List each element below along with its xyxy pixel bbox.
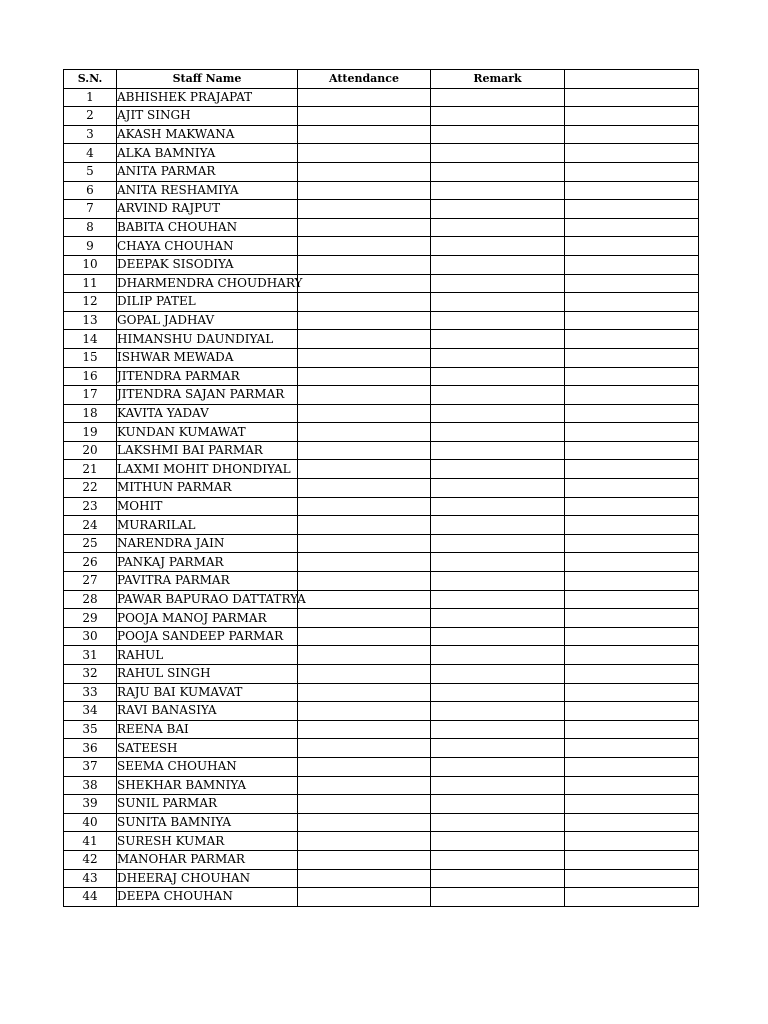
attendance-cell[interactable]: [298, 255, 431, 274]
extra-cell[interactable]: [565, 590, 699, 609]
extra-cell[interactable]: [565, 181, 699, 200]
attendance-cell[interactable]: [298, 888, 431, 907]
table-row: [64, 776, 699, 795]
serial-number-cell: 41: [64, 832, 117, 851]
serial-number-cell: 30: [64, 627, 117, 646]
extra-cell[interactable]: [565, 553, 699, 572]
table-row: [64, 404, 699, 423]
serial-number-cell: 17: [64, 386, 117, 405]
extra-cell[interactable]: [565, 627, 699, 646]
table-row: [64, 720, 699, 739]
serial-number-cell: 4: [64, 144, 117, 163]
extra-cell[interactable]: [565, 832, 699, 851]
remark-cell[interactable]: [431, 293, 565, 312]
extra-cell[interactable]: [565, 404, 699, 423]
remark-cell[interactable]: [431, 274, 565, 293]
table-row: [64, 757, 699, 776]
attendance-cell[interactable]: [298, 423, 431, 442]
attendance-cell[interactable]: [298, 386, 431, 405]
table-row: [64, 795, 699, 814]
table-row: [64, 330, 699, 349]
remark-cell[interactable]: [431, 627, 565, 646]
staff-name-cell: BABITA CHOUHAN: [117, 218, 298, 237]
attendance-cell[interactable]: [298, 534, 431, 553]
attendance-cell[interactable]: [298, 107, 431, 126]
serial-number-cell: 12: [64, 293, 117, 312]
extra-cell[interactable]: [565, 125, 699, 144]
extra-cell[interactable]: [565, 665, 699, 684]
extra-cell[interactable]: [565, 888, 699, 907]
remark-cell[interactable]: [431, 850, 565, 869]
extra-cell[interactable]: [565, 739, 699, 758]
staff-name-cell: DEEPA CHOUHAN: [117, 888, 298, 907]
attendance-cell[interactable]: [298, 683, 431, 702]
staff-name-cell: DHARMENDRA CHOUDHARY: [117, 274, 298, 293]
remark-cell[interactable]: [431, 460, 565, 479]
remark-cell[interactable]: [431, 813, 565, 832]
attendance-cell[interactable]: [298, 739, 431, 758]
attendance-cell[interactable]: [298, 330, 431, 349]
remark-cell[interactable]: [431, 888, 565, 907]
staff-name-cell: KUNDAN KUMAWAT: [117, 423, 298, 442]
extra-cell[interactable]: [565, 330, 699, 349]
staff-name-cell: REENA BAI: [117, 720, 298, 739]
extra-cell[interactable]: [565, 311, 699, 330]
staff-name-cell: NARENDRA JAIN: [117, 534, 298, 553]
extra-cell[interactable]: [565, 441, 699, 460]
attendance-cell[interactable]: [298, 832, 431, 851]
staff-name-cell: ARVIND RAJPUT: [117, 200, 298, 219]
attendance-cell[interactable]: [298, 795, 431, 814]
table-row: [64, 534, 699, 553]
remark-cell[interactable]: [431, 404, 565, 423]
remark-cell[interactable]: [431, 572, 565, 591]
remark-cell[interactable]: [431, 200, 565, 219]
attendance-cell[interactable]: [298, 162, 431, 181]
attendance-cell[interactable]: [298, 590, 431, 609]
table-row: [64, 348, 699, 367]
remark-cell[interactable]: [431, 646, 565, 665]
staff-name-cell: POOJA SANDEEP PARMAR: [117, 627, 298, 646]
extra-cell[interactable]: [565, 646, 699, 665]
staff-name-cell: MANOHAR PARMAR: [117, 850, 298, 869]
table-row: [64, 683, 699, 702]
table-body: [64, 88, 699, 906]
extra-cell[interactable]: [565, 702, 699, 721]
remark-cell[interactable]: [431, 255, 565, 274]
table-row: [64, 609, 699, 628]
attendance-cell[interactable]: [298, 850, 431, 869]
attendance-cell[interactable]: [298, 348, 431, 367]
attendance-cell[interactable]: [298, 88, 431, 107]
serial-number-cell: 9: [64, 237, 117, 256]
serial-number-cell: 42: [64, 850, 117, 869]
staff-name-cell: PAWAR BAPURAO DATTATRYA: [117, 590, 298, 609]
remark-cell[interactable]: [431, 218, 565, 237]
staff-name-cell: JITENDRA PARMAR: [117, 367, 298, 386]
table-row: [64, 274, 699, 293]
attendance-cell[interactable]: [298, 274, 431, 293]
staff-name-cell: PANKAJ PARMAR: [117, 553, 298, 572]
staff-name-cell: KAVITA YADAV: [117, 404, 298, 423]
attendance-cell[interactable]: [298, 720, 431, 739]
remark-cell[interactable]: [431, 181, 565, 200]
extra-cell[interactable]: [565, 572, 699, 591]
serial-number-cell: 22: [64, 479, 117, 498]
serial-number-cell: 2: [64, 107, 117, 126]
staff-name-cell: SEEMA CHOUHAN: [117, 757, 298, 776]
serial-number-cell: 13: [64, 311, 117, 330]
serial-number-cell: 7: [64, 200, 117, 219]
extra-cell[interactable]: [565, 237, 699, 256]
extra-cell[interactable]: [565, 720, 699, 739]
extra-cell[interactable]: [565, 869, 699, 888]
remark-cell[interactable]: [431, 162, 565, 181]
staff-name-cell: SHEKHAR BAMNIYA: [117, 776, 298, 795]
serial-number-cell: 38: [64, 776, 117, 795]
table-row: [64, 218, 699, 237]
attendance-cell[interactable]: [298, 553, 431, 572]
attendance-cell[interactable]: [298, 200, 431, 219]
attendance-cell[interactable]: [298, 609, 431, 628]
serial-number-cell: 31: [64, 646, 117, 665]
staff-name-cell: GOPAL JADHAV: [117, 311, 298, 330]
serial-number-cell: 16: [64, 367, 117, 386]
attendance-cell[interactable]: [298, 293, 431, 312]
extra-cell[interactable]: [565, 423, 699, 442]
extra-cell[interactable]: [565, 534, 699, 553]
extra-cell[interactable]: [565, 479, 699, 498]
staff-name-cell: LAXMI MOHIT DHONDIYAL: [117, 460, 298, 479]
remark-cell[interactable]: [431, 125, 565, 144]
serial-number-cell: 3: [64, 125, 117, 144]
extra-cell[interactable]: [565, 88, 699, 107]
table-row: [64, 144, 699, 163]
table-row: [64, 255, 699, 274]
serial-number-cell: 25: [64, 534, 117, 553]
serial-number-cell: 29: [64, 609, 117, 628]
table-row: [64, 516, 699, 535]
table-row: [64, 181, 699, 200]
header-staff-name: Staff Name: [117, 70, 298, 89]
extra-cell[interactable]: [565, 850, 699, 869]
serial-number-cell: 24: [64, 516, 117, 535]
serial-number-cell: 14: [64, 330, 117, 349]
table-row: [64, 386, 699, 405]
staff-name-cell: RAHUL: [117, 646, 298, 665]
remark-cell[interactable]: [431, 386, 565, 405]
table-row: [64, 665, 699, 684]
staff-name-cell: SURESH KUMAR: [117, 832, 298, 851]
serial-number-cell: 27: [64, 572, 117, 591]
remark-cell[interactable]: [431, 702, 565, 721]
attendance-cell[interactable]: [298, 757, 431, 776]
attendance-cell[interactable]: [298, 404, 431, 423]
remark-cell[interactable]: [431, 795, 565, 814]
serial-number-cell: 19: [64, 423, 117, 442]
extra-cell[interactable]: [565, 516, 699, 535]
attendance-cell[interactable]: [298, 237, 431, 256]
staff-name-cell: DILIP PATEL: [117, 293, 298, 312]
remark-cell[interactable]: [431, 739, 565, 758]
extra-cell[interactable]: [565, 757, 699, 776]
serial-number-cell: 10: [64, 255, 117, 274]
staff-name-cell: SUNIL PARMAR: [117, 795, 298, 814]
serial-number-cell: 20: [64, 441, 117, 460]
extra-cell[interactable]: [565, 609, 699, 628]
staff-name-cell: DHEERAJ CHOUHAN: [117, 869, 298, 888]
serial-number-cell: 36: [64, 739, 117, 758]
table-row: [64, 423, 699, 442]
remark-cell[interactable]: [431, 311, 565, 330]
attendance-table: [63, 69, 699, 907]
staff-name-cell: HIMANSHU DAUNDIYAL: [117, 330, 298, 349]
table-row: [64, 553, 699, 572]
table-row: [64, 293, 699, 312]
staff-name-cell: JITENDRA SAJAN PARMAR: [117, 386, 298, 405]
attendance-cell[interactable]: [298, 646, 431, 665]
extra-cell[interactable]: [565, 348, 699, 367]
remark-cell[interactable]: [431, 553, 565, 572]
serial-number-cell: 35: [64, 720, 117, 739]
table-row: [64, 813, 699, 832]
staff-name-cell: ANITA PARMAR: [117, 162, 298, 181]
staff-name-cell: AKASH MAKWANA: [117, 125, 298, 144]
remark-cell[interactable]: [431, 609, 565, 628]
serial-number-cell: 28: [64, 590, 117, 609]
staff-name-cell: ISHWAR MEWADA: [117, 348, 298, 367]
serial-number-cell: 15: [64, 348, 117, 367]
staff-name-cell: ANITA RESHAMIYA: [117, 181, 298, 200]
header-row: [64, 70, 699, 89]
attendance-cell[interactable]: [298, 367, 431, 386]
attendance-cell[interactable]: [298, 460, 431, 479]
extra-cell[interactable]: [565, 813, 699, 832]
remark-cell[interactable]: [431, 757, 565, 776]
extra-cell[interactable]: [565, 460, 699, 479]
remark-cell[interactable]: [431, 869, 565, 888]
attendance-cell[interactable]: [298, 218, 431, 237]
staff-name-cell: RAVI BANASIYA: [117, 702, 298, 721]
header-extra: [565, 70, 699, 89]
serial-number-cell: 37: [64, 757, 117, 776]
attendance-cell[interactable]: [298, 813, 431, 832]
serial-number-cell: 34: [64, 702, 117, 721]
table-row: [64, 627, 699, 646]
attendance-cell[interactable]: [298, 479, 431, 498]
table-row: [64, 460, 699, 479]
staff-name-cell: CHAYA CHOUHAN: [117, 237, 298, 256]
table-row: [64, 850, 699, 869]
staff-name-cell: LAKSHMI BAI PARMAR: [117, 441, 298, 460]
table-row: [64, 125, 699, 144]
table-row: [64, 367, 699, 386]
serial-number-cell: 18: [64, 404, 117, 423]
extra-cell[interactable]: [565, 144, 699, 163]
remark-cell[interactable]: [431, 479, 565, 498]
staff-name-cell: MURARILAL: [117, 516, 298, 535]
serial-number-cell: 5: [64, 162, 117, 181]
attendance-cell[interactable]: [298, 627, 431, 646]
remark-cell[interactable]: [431, 683, 565, 702]
table-row: [64, 311, 699, 330]
extra-cell[interactable]: [565, 683, 699, 702]
extra-cell[interactable]: [565, 107, 699, 126]
remark-cell[interactable]: [431, 330, 565, 349]
table-row: [64, 590, 699, 609]
remark-cell[interactable]: [431, 367, 565, 386]
attendance-cell[interactable]: [298, 181, 431, 200]
remark-cell[interactable]: [431, 832, 565, 851]
remark-cell[interactable]: [431, 665, 565, 684]
staff-name-cell: SUNITA BAMNIYA: [117, 813, 298, 832]
extra-cell[interactable]: [565, 255, 699, 274]
serial-number-cell: 8: [64, 218, 117, 237]
table-row: [64, 497, 699, 516]
remark-cell[interactable]: [431, 144, 565, 163]
serial-number-cell: 11: [64, 274, 117, 293]
serial-number-cell: 44: [64, 888, 117, 907]
staff-name-cell: RAHUL SINGH: [117, 665, 298, 684]
attendance-cell[interactable]: [298, 869, 431, 888]
serial-number-cell: 43: [64, 869, 117, 888]
attendance-cell[interactable]: [298, 665, 431, 684]
extra-cell[interactable]: [565, 386, 699, 405]
remark-cell[interactable]: [431, 516, 565, 535]
serial-number-cell: 32: [64, 665, 117, 684]
serial-number-cell: 21: [64, 460, 117, 479]
attendance-cell[interactable]: [298, 497, 431, 516]
remark-cell[interactable]: [431, 107, 565, 126]
table-row: [64, 107, 699, 126]
staff-name-cell: RAJU BAI KUMAVAT: [117, 683, 298, 702]
attendance-cell[interactable]: [298, 516, 431, 535]
remark-cell[interactable]: [431, 534, 565, 553]
table-row: [64, 702, 699, 721]
extra-cell[interactable]: [565, 162, 699, 181]
staff-name-cell: ALKA BAMNIYA: [117, 144, 298, 163]
serial-number-cell: 40: [64, 813, 117, 832]
extra-cell[interactable]: [565, 274, 699, 293]
table-row: [64, 832, 699, 851]
staff-name-cell: PAVITRA PARMAR: [117, 572, 298, 591]
remark-cell[interactable]: [431, 776, 565, 795]
remark-cell[interactable]: [431, 497, 565, 516]
header-remark: Remark: [431, 70, 565, 89]
serial-number-cell: 23: [64, 497, 117, 516]
remark-cell[interactable]: [431, 720, 565, 739]
attendance-cell[interactable]: [298, 776, 431, 795]
table-row: [64, 200, 699, 219]
table-row: [64, 441, 699, 460]
remark-cell[interactable]: [431, 590, 565, 609]
attendance-cell[interactable]: [298, 125, 431, 144]
attendance-cell[interactable]: [298, 441, 431, 460]
remark-cell[interactable]: [431, 348, 565, 367]
table-row: [64, 237, 699, 256]
extra-cell[interactable]: [565, 776, 699, 795]
attendance-cell[interactable]: [298, 572, 431, 591]
serial-number-cell: 1: [64, 88, 117, 107]
attendance-cell[interactable]: [298, 144, 431, 163]
table-row: [64, 162, 699, 181]
serial-number-cell: 33: [64, 683, 117, 702]
extra-cell[interactable]: [565, 367, 699, 386]
attendance-cell[interactable]: [298, 702, 431, 721]
header-sn: S.N.: [64, 70, 117, 89]
staff-name-cell: AJIT SINGH: [117, 107, 298, 126]
serial-number-cell: 39: [64, 795, 117, 814]
attendance-cell[interactable]: [298, 311, 431, 330]
extra-cell[interactable]: [565, 795, 699, 814]
staff-name-cell: POOJA MANOJ PARMAR: [117, 609, 298, 628]
table-row: [64, 888, 699, 907]
table-row: [64, 88, 699, 107]
staff-name-cell: ABHISHEK PRAJAPAT: [117, 88, 298, 107]
table-row: [64, 739, 699, 758]
header-attendance: Attendance: [298, 70, 431, 89]
table-row: [64, 869, 699, 888]
remark-cell[interactable]: [431, 237, 565, 256]
staff-name-cell: MITHUN PARMAR: [117, 479, 298, 498]
staff-name-cell: SATEESH: [117, 739, 298, 758]
extra-cell[interactable]: [565, 497, 699, 516]
table-row: [64, 572, 699, 591]
extra-cell[interactable]: [565, 218, 699, 237]
serial-number-cell: 26: [64, 553, 117, 572]
table-row: [64, 646, 699, 665]
staff-name-cell: MOHIT: [117, 497, 298, 516]
table-row: [64, 479, 699, 498]
serial-number-cell: 6: [64, 181, 117, 200]
remark-cell[interactable]: [431, 88, 565, 107]
remark-cell[interactable]: [431, 423, 565, 442]
extra-cell[interactable]: [565, 200, 699, 219]
extra-cell[interactable]: [565, 293, 699, 312]
staff-name-cell: DEEPAK SISODIYA: [117, 255, 298, 274]
remark-cell[interactable]: [431, 441, 565, 460]
